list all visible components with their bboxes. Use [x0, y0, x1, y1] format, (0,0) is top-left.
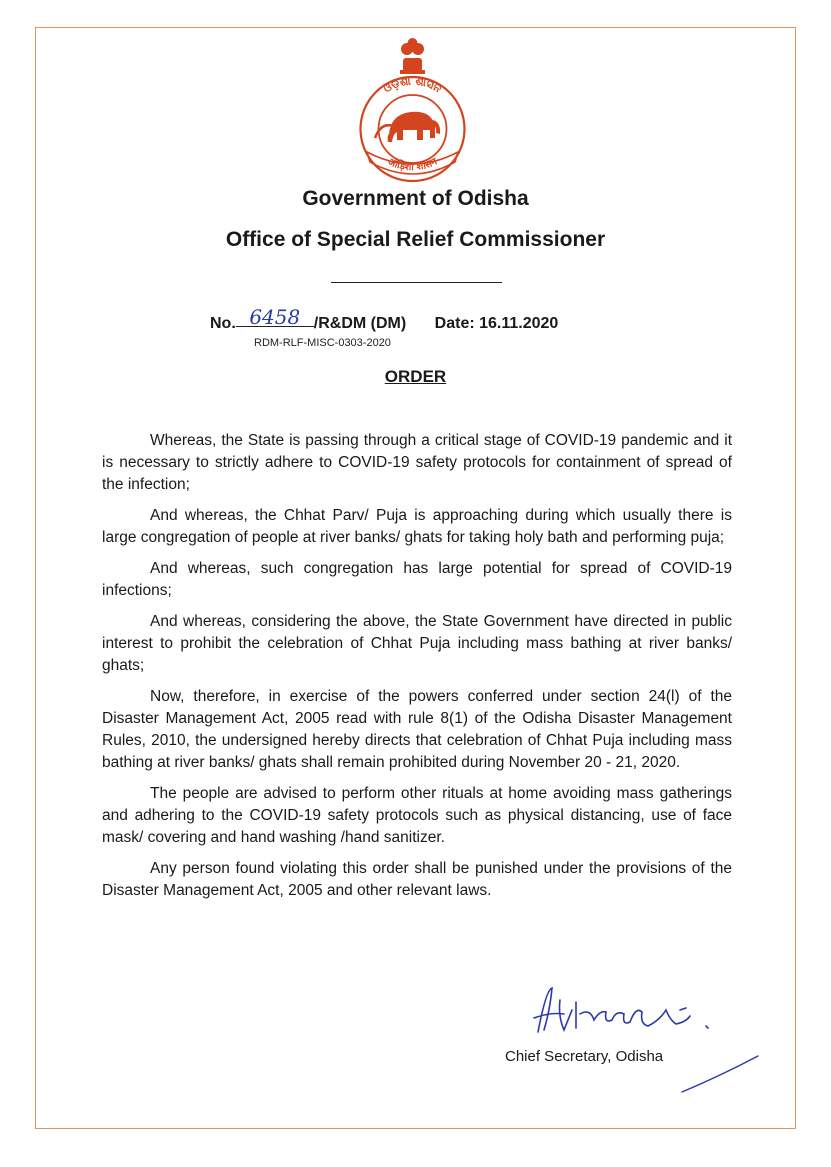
emblem-text-bottom: ओड़िशा शासन: [385, 156, 440, 174]
lion-capital: [400, 38, 425, 74]
paragraph-1: Whereas, the State is passing through a critical stage of COVID-19 pandemic and it is necessary to strictly adhere to COVID-19 safety protocols for containment of spread of the infection;: [102, 432, 732, 493]
government-title: Government of Odisha: [302, 187, 529, 210]
date-label: Date:: [434, 315, 475, 332]
paragraph-5: Now, therefore, in exercise of the powers conferred under section 24(l) of the Disaster Management Act, 2005 read with rule 8(1) of the Odisha Disaster Management Rules, 2010, the undersigned hereby directs that celebration of Chhat Puja including mass bathing at river banks/ ghats shall remain prohibited during November 20 - 21, 2020.: [102, 688, 732, 771]
paragraph-6: The people are advised to perform other rituals at home avoiding mass gatherings and adhering to the COVID-19 safety protocols such as physical distancing, use of face mask/ covering and hand washing /hand sanitizer.: [102, 785, 732, 846]
header-divider: [331, 282, 502, 283]
handwritten-number: 6458: [236, 308, 314, 327]
elephant-figure: [388, 112, 440, 142]
paragraph-2: And whereas, the Chhat Parv/ Puja is approaching during which usually there is large congregation of people at river banks/ ghats for taking holy bath and performing puja;: [102, 507, 732, 546]
handwritten-signature: [520, 980, 770, 1100]
order-body: [102, 430, 732, 911]
svg-text:ଓଡ଼ିଶା ଶାସନ: [381, 75, 444, 96]
paragraph-7: Any person found violating this order shall be punished under the provisions of the Disaster Management Act, 2005 and other relevant laws.: [102, 860, 732, 899]
reference-line: [210, 305, 559, 333]
dept-code: /R&DM (DM): [313, 315, 407, 332]
order-date: 16.11.2020: [479, 315, 559, 332]
odisha-emblem: [345, 34, 480, 184]
no-label: No.: [210, 315, 236, 332]
file-reference: RDM-RLF-MISC-0303-2020: [254, 337, 391, 349]
order-title: ORDER: [384, 367, 447, 386]
paragraph-4: And whereas, considering the above, the State Government have directed in public interest to prohibit the celebration of Chhat Puja including mass bathing at river banks/ ghats;: [102, 613, 732, 674]
office-title: Office of Special Relief Commissioner: [225, 228, 606, 251]
paragraph-3: And whereas, such congregation has large potential for spread of COVID-19 infections;: [102, 560, 732, 599]
signatory-title: Chief Secretary, Odisha: [505, 1048, 664, 1065]
emblem-text-top: ଓଡ଼ିଶା ଶାସନ: [381, 74, 444, 96]
